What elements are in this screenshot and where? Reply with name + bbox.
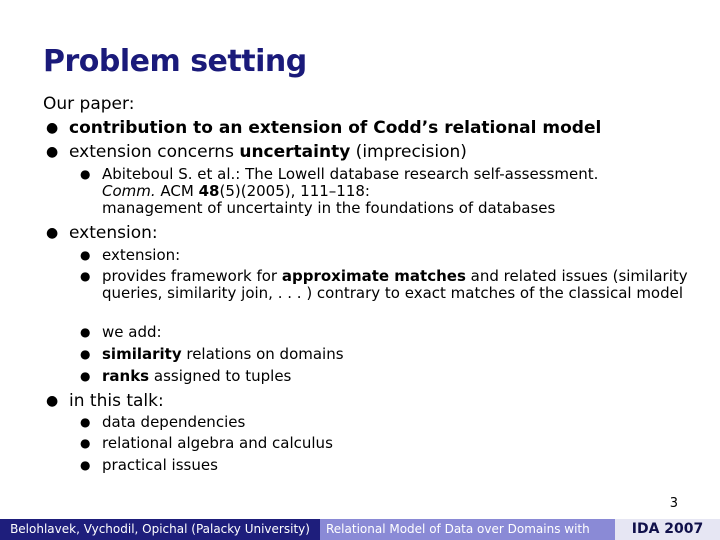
bullet-icon: ● [80, 269, 91, 283]
list-item [80, 414, 700, 431]
list-item [80, 435, 700, 452]
list-item [46, 141, 467, 163]
list-item [46, 390, 164, 412]
list-item [46, 117, 601, 139]
item-text-bold: uncertainty [239, 142, 351, 162]
bullet-icon: ● [80, 248, 91, 262]
bullet-icon: ● [80, 458, 91, 472]
list-item [80, 346, 700, 363]
item-text: practical issues [102, 456, 218, 474]
bullet-icon: ● [80, 369, 91, 383]
footer-authors: Belohlavek, Vychodil, Opichal (Palacky University) [0, 519, 320, 540]
item-text [102, 346, 700, 363]
reference-line: Abiteboul S. et al.: The Lowell database research self-assessment. [102, 165, 599, 183]
reference-journal: Comm. [102, 182, 156, 200]
bullet-icon: ● [80, 347, 91, 361]
item-text: in this talk: [69, 391, 164, 411]
list-item [80, 368, 700, 385]
item-text-plain: extension concerns [69, 142, 240, 162]
bullet-icon: ● [80, 436, 91, 450]
item-text-plain: assigned to tuples [149, 367, 292, 385]
list-item [80, 268, 700, 302]
slide-footer [0, 519, 720, 540]
item-text: extension: [102, 246, 181, 264]
item-text [102, 268, 700, 302]
list-item [46, 222, 158, 244]
item-text: relational algebra and calculus [102, 434, 333, 452]
item-text-bold: ranks [102, 367, 150, 385]
list-item [80, 457, 700, 474]
list-item [80, 247, 700, 264]
bullet-icon: ● [46, 225, 59, 241]
item-text-bold: approximate matches [281, 267, 466, 285]
bullet-icon: ● [80, 325, 91, 339]
reference-text: (5)(2005), 111–118: [219, 182, 370, 200]
item-text: data dependencies [102, 413, 246, 431]
item-text-plain: relations on domains [181, 345, 344, 363]
footer-conference: IDA 2007 [615, 519, 720, 540]
bullet-icon: ● [46, 393, 59, 409]
list-item [80, 166, 700, 217]
reference-text: ACM [155, 182, 199, 200]
bullet-icon: ● [80, 167, 91, 181]
item-text: we add: [102, 323, 162, 341]
bullet-icon: ● [46, 120, 59, 136]
page-number: 3 [669, 496, 678, 511]
item-text-plain: provides framework for [102, 267, 282, 285]
intro-text: Our paper: [43, 94, 135, 114]
bullet-icon: ● [80, 415, 91, 429]
list-item [80, 324, 700, 341]
item-text-bold: similarity [102, 345, 182, 363]
item-text: contribution to an extension of Codd’s relational model [69, 118, 602, 138]
item-text: extension: [69, 223, 158, 243]
item-text [69, 142, 467, 162]
reference-volume: 48 [198, 182, 220, 200]
item-text-plain: and related issues (similarity queries, similarity join, . . . ) contrary to exact matches of the classical model [102, 267, 688, 302]
item-text [102, 368, 700, 385]
footer-talk-title: Relational Model of Data over Domains with [320, 519, 615, 540]
bullet-icon: ● [46, 144, 59, 160]
item-text [102, 166, 700, 217]
slide-title: Problem setting [43, 44, 307, 79]
item-text-plain: (imprecision) [350, 142, 467, 162]
reference-line: management of uncertainty in the foundations of databases [102, 199, 556, 217]
